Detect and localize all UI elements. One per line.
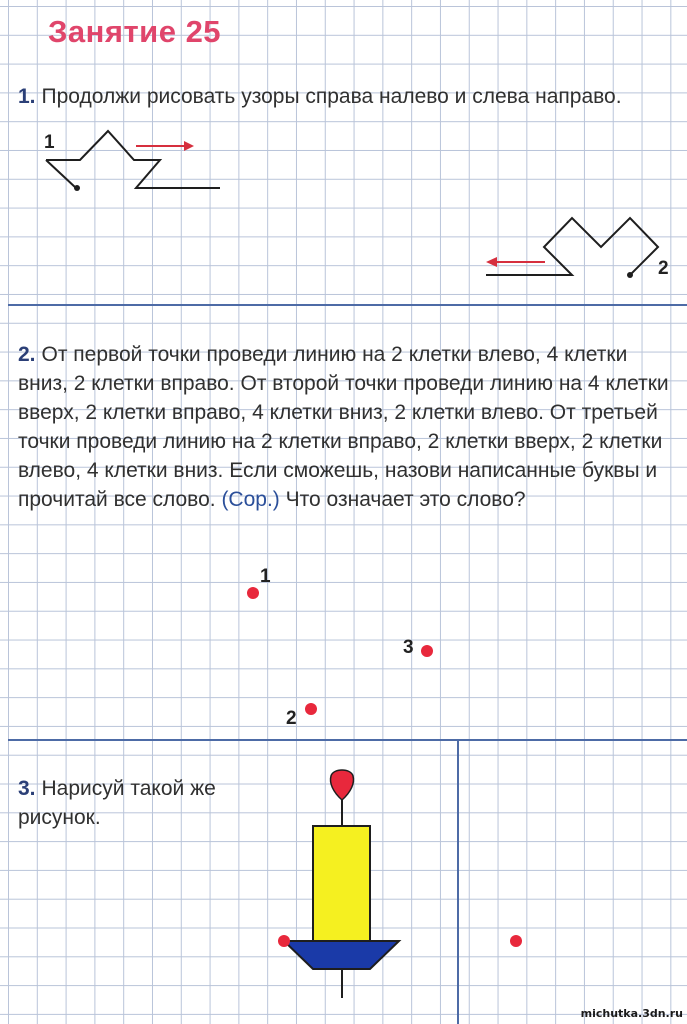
task-2-number: 2.	[18, 343, 36, 366]
flame-icon	[330, 770, 353, 800]
pattern-1-label: 1	[44, 132, 55, 153]
task-2-text: От первой точки проведи линию на 2 клетки влево, 4 клетки вниз, 2 клетки вправо. От второй точки проведи линию на 4 клетки вверх, 2 клетки вправо, 4 клетки вниз, 2 клетки влево. От третьей точки проведи линию на 2 клетки вправо, 2 клетки вверх, 2 клетки влево, 4 клетки вниз. Если сможешь, назови написанные буквы и прочитай все слово.	[18, 343, 669, 511]
point-1-dot	[247, 587, 259, 599]
candle-body	[313, 826, 370, 941]
footer-site: michutka.3dn.ru	[580, 1007, 683, 1020]
point-2-label: 2	[286, 708, 297, 729]
arrow-left	[486, 257, 545, 267]
candle-left-dot	[278, 935, 290, 947]
point-3-label: 3	[403, 637, 414, 658]
pattern-2-dot	[627, 272, 633, 278]
point-2-dot	[305, 703, 317, 715]
task-2-question: Что означает это слово?	[279, 488, 526, 511]
pattern-1	[46, 131, 220, 188]
task-3-text: Нарисуй такой же рисунок.	[18, 777, 216, 829]
task-2-reference: (Сор.)	[221, 488, 280, 511]
page-title: Занятие 25	[48, 14, 222, 49]
copy-start-dot	[510, 935, 522, 947]
point-1-label: 1	[260, 566, 271, 587]
task-1-number: 1.	[18, 85, 36, 108]
task-1-text: Продолжи рисовать узоры справа налево и слева направо.	[41, 85, 622, 108]
task-3-number: 3.	[18, 777, 36, 800]
arrow-right	[136, 141, 194, 151]
candle-holder	[284, 941, 399, 969]
pattern-2	[486, 218, 658, 275]
point-3-dot	[421, 645, 433, 657]
candle-drawing	[284, 770, 399, 998]
pattern-1-dot	[74, 185, 80, 191]
pattern-2-label: 2	[658, 258, 669, 279]
